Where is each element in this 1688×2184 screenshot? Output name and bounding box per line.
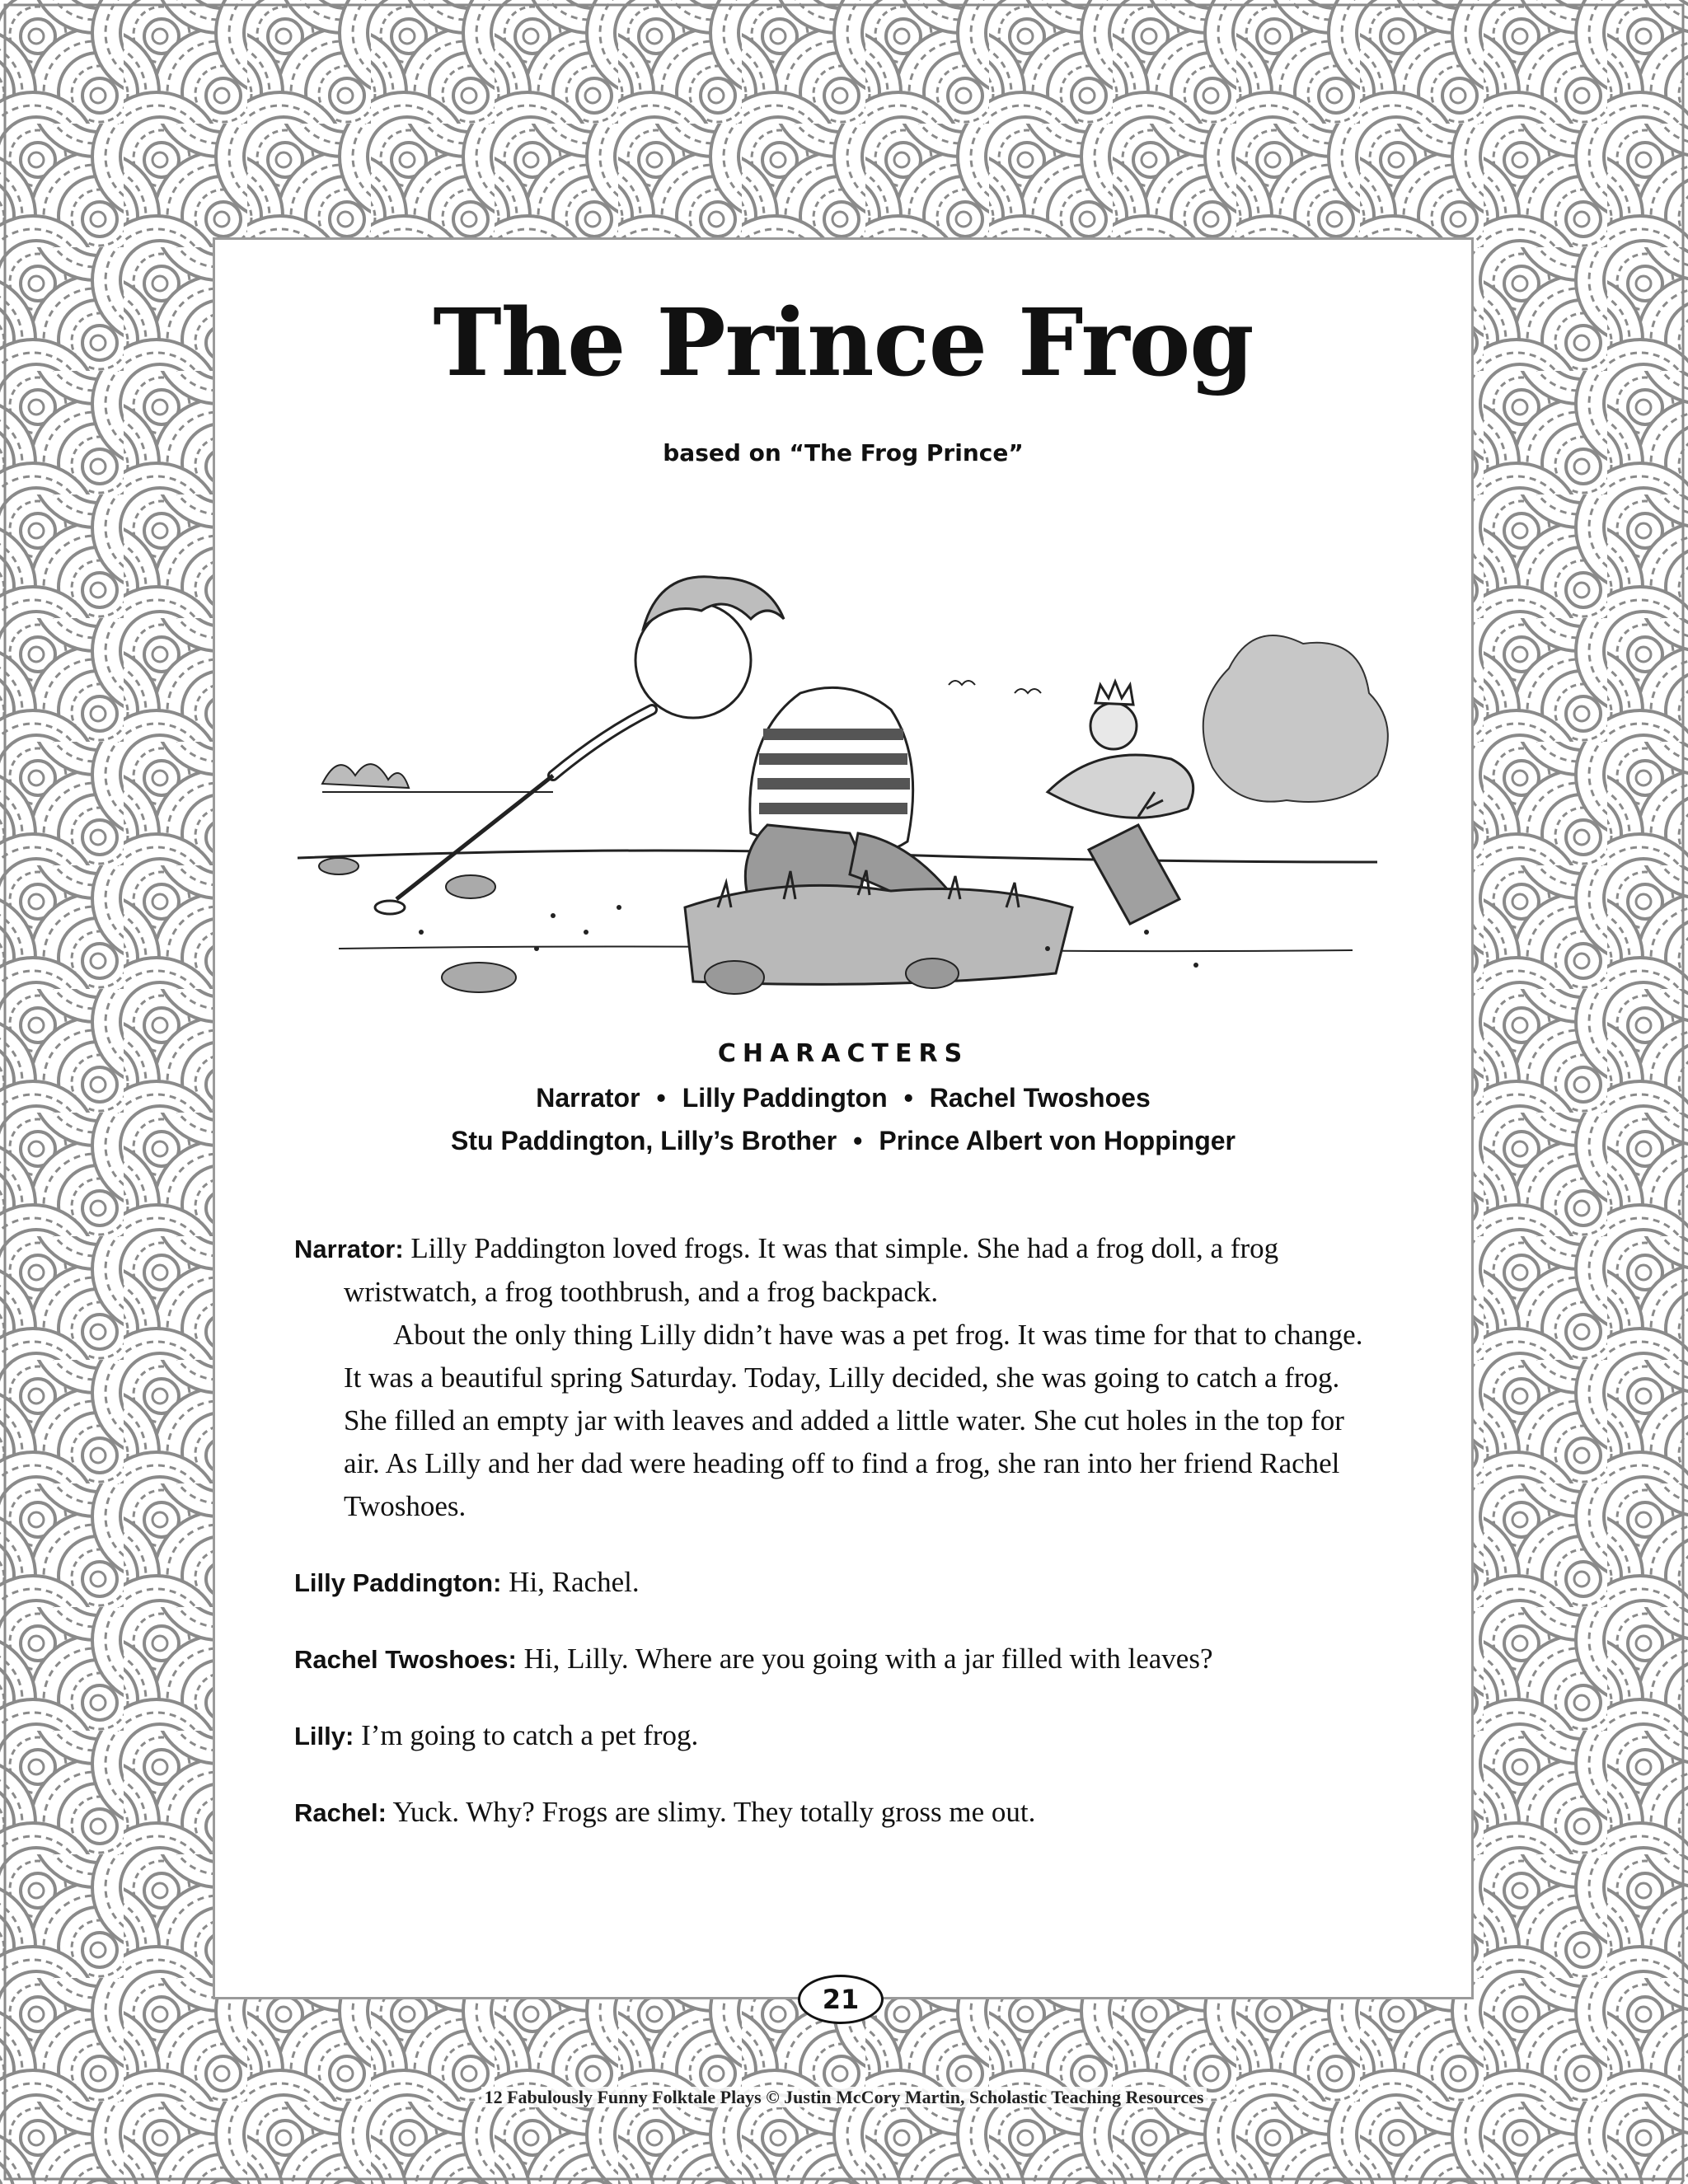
character-name: Stu Paddington, Lilly’s Brother bbox=[451, 1126, 837, 1155]
boy-catching-frog-illustration bbox=[289, 520, 1410, 1015]
subtitle: based on “The Frog Prince” bbox=[663, 439, 1024, 466]
characters-heading: CHARACTERS bbox=[717, 1039, 969, 1068]
dialogue-text: Hi, Rachel. bbox=[509, 1566, 640, 1598]
page-title: The Prince Frog bbox=[433, 289, 1254, 397]
dialogue-line bbox=[294, 1791, 1382, 1835]
separator-dot: • bbox=[903, 1083, 913, 1113]
narration-paragraph-1 bbox=[294, 1227, 1382, 1314]
footer-text: 12 Fabulously Funny Folktale Plays © Justin McCory Martin, Scholastic Teaching Resources bbox=[481, 2087, 1207, 2107]
characters-line-1 bbox=[215, 1076, 1471, 1119]
speaker-label: Lilly Paddington: bbox=[294, 1568, 502, 1597]
dialogue-text: Lilly Paddington loved frogs. It was that simple. She had a frog doll, a frog wristwatch, a frog toothbrush, and a frog backpack. bbox=[344, 1232, 1279, 1308]
dialogue-line bbox=[294, 1561, 1382, 1605]
dialogue-line bbox=[294, 1714, 1382, 1758]
separator-dot: • bbox=[853, 1126, 863, 1155]
speaker-label: Rachel: bbox=[294, 1798, 387, 1827]
copyright-footer bbox=[0, 2087, 1688, 2108]
dialogue-text: Hi, Lilly. Where are you going with a jar filled with leaves? bbox=[523, 1643, 1213, 1675]
character-name: Lilly Paddington bbox=[682, 1083, 888, 1113]
character-name: Narrator bbox=[536, 1083, 640, 1113]
character-name: Prince Albert von Hoppinger bbox=[879, 1126, 1236, 1155]
characters-line-2 bbox=[215, 1119, 1471, 1162]
speaker-label: Lilly: bbox=[294, 1722, 354, 1750]
dialogue-text: Yuck. Why? Frogs are slimy. They totally gross me out. bbox=[392, 1796, 1036, 1828]
content-panel bbox=[213, 237, 1474, 1999]
speaker-label: Narrator: bbox=[294, 1235, 404, 1263]
script-body bbox=[294, 1227, 1382, 1868]
page-number: 21 bbox=[798, 1975, 884, 2024]
dialogue-line bbox=[294, 1638, 1382, 1681]
narration-paragraph-2: About the only thing Lilly didn’t have was a pet frog. It was time for that to change. It was a beautiful spring Saturday. Today, Lilly decided, she was going to catch a frog. She filled an empty jar with leaves and added a little water. She cut holes in the top for air. As Lilly and her dad were heading off to find a frog, she ran into her friend Rachel Twoshoes. bbox=[344, 1319, 1363, 1522]
character-name: Rachel Twoshoes bbox=[929, 1083, 1151, 1113]
separator-dot: • bbox=[656, 1083, 666, 1113]
characters-section bbox=[215, 1039, 1471, 1162]
speaker-label: Rachel Twoshoes: bbox=[294, 1645, 517, 1674]
dialogue-text: I’m going to catch a pet frog. bbox=[361, 1719, 699, 1751]
